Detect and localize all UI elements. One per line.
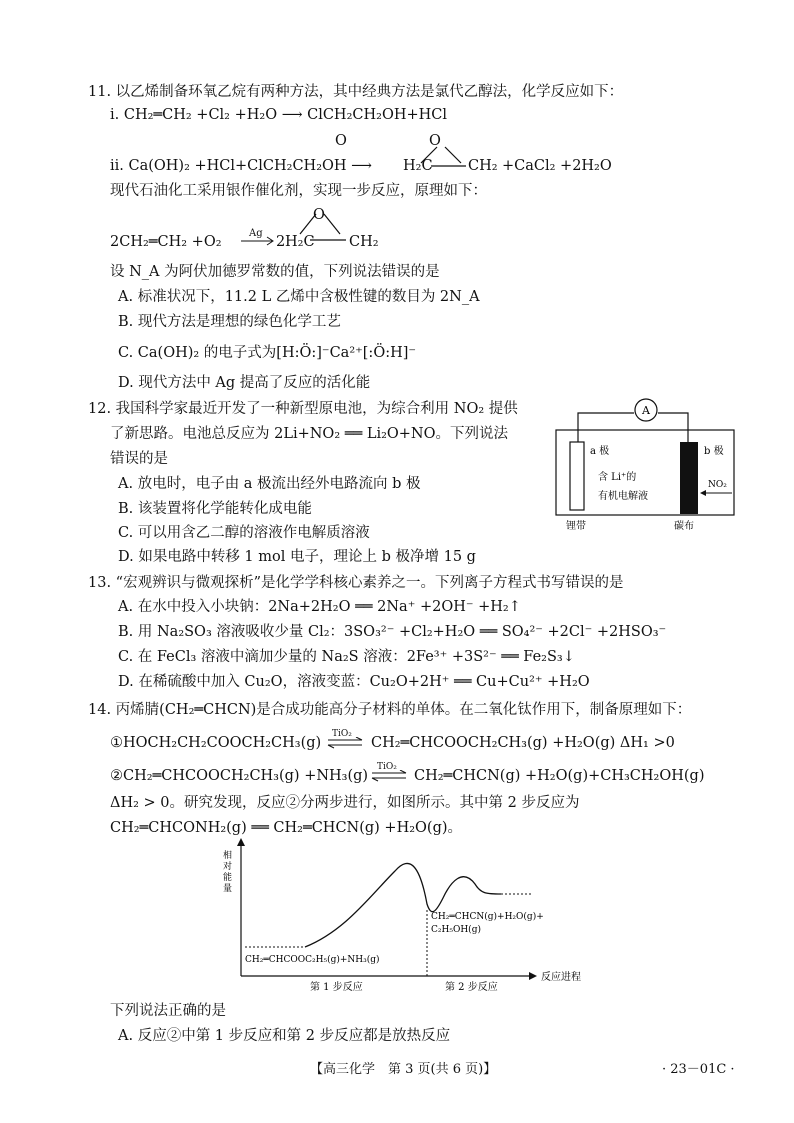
q12-stem-line3: 错误的是 bbox=[110, 451, 168, 467]
q11-epoxide-ring-lines bbox=[0, 0, 794, 300]
gas-label: NO₂ bbox=[708, 480, 727, 490]
page-footer: 【高三化学 第 3 页(共 6 页)】 bbox=[310, 1062, 497, 1077]
lithium-strip bbox=[570, 442, 584, 510]
reactant-label: CH₂═CHCOOC₂H₅(g)+NH₃(g) bbox=[245, 955, 380, 965]
q14-eq1-equilibrium-arrow-icon bbox=[326, 737, 366, 749]
q12-option-b: B. 该装置将化学能转化成电能 bbox=[118, 501, 312, 517]
electrolyte-line2: 有机电解液 bbox=[598, 491, 648, 502]
q14-stem: 14. 丙烯腈(CH₂═CHCN)是合成功能高分子材料的单体。在二氧化钛作用下，制备原理如下： bbox=[88, 702, 692, 718]
electrode-a-label: a 极 bbox=[590, 446, 610, 457]
y-label-char-4: 量 bbox=[223, 884, 233, 894]
q11-ring2-left: H₂C bbox=[285, 234, 315, 250]
y-label-char-3: 能 bbox=[223, 873, 233, 883]
q12-stem-line1: 12. 我国科学家最近开发了一种新型原电池，为综合利用 NO₂ 提供 bbox=[88, 401, 518, 417]
q14-equation-2-right: CH₂═CHCN(g) +H₂O(g)+CH₃CH₂OH(g) bbox=[414, 768, 705, 784]
q13-option-b: B. 用 Na₂SO₃ 溶液吸收少量 Cl₂：3SO₃²⁻ +Cl₂+H₂O ══ SO₄²⁻ +2Cl⁻ +2HSO₃⁻ bbox=[118, 624, 667, 640]
ammeter-label: A bbox=[642, 404, 650, 417]
q11-reaction-1: ⅰ. CH₂═CH₂ +Cl₂ +H₂O ⟶ ClCH₂CH₂OH+HCl bbox=[110, 107, 447, 123]
q11-option-d: D. 现代方法中 Ag 提高了反应的活化能 bbox=[118, 375, 371, 391]
carbon-cloth bbox=[680, 442, 698, 514]
q13-option-c: C. 在 FeCl₃ 溶液中滴加少量的 Na₂S 溶液：2Fe³⁺ +3S²⁻ ══ Fe₂S₃↓ bbox=[118, 649, 575, 665]
q11-stem: 11. 以乙烯制备环氧乙烷有两种方法，其中经典方法是氯代乙醇法，化学反应如下： bbox=[88, 84, 624, 100]
q11-r2-ring-oxygen: O bbox=[335, 133, 347, 149]
product-label-line2: C₂H₅OH(g) bbox=[431, 925, 481, 935]
x-axis-label: 反应进程 bbox=[541, 972, 581, 983]
q14-energy-diagram bbox=[205, 836, 610, 996]
q11-reaction-3-left: 2CH₂═CH₂ +O₂ bbox=[110, 234, 222, 250]
q11-option-b: B. 现代方法是理想的绿色化学工艺 bbox=[118, 314, 341, 330]
q14-eq2-catalyst: TiO₂ bbox=[377, 762, 397, 772]
q11-r3-coefficient: 2 bbox=[276, 234, 286, 250]
q11-ring1-left: H₂C bbox=[403, 158, 433, 174]
q13-stem: 13. “宏观辨识与微观探析”是化学学科核心素养之一。下列离子方程式书写错误的是 bbox=[88, 575, 624, 591]
q14-option-a: A. 反应②中第 1 步反应和第 2 步反应都是放热反应 bbox=[118, 1028, 451, 1044]
q14-eq2-equilibrium-arrow-icon bbox=[370, 770, 410, 782]
q12-option-a: A. 放电时，电子由 a 极流出经外电路流向 b 极 bbox=[118, 476, 421, 492]
q11-question: 设 N_A 为阿伏加德罗常数的值，下列说法错误的是 bbox=[110, 264, 440, 280]
q11-option-a: A. 标准状况下，11.2 L 乙烯中含极性键的数目为 2N_A bbox=[118, 289, 480, 305]
y-label-char-2: 对 bbox=[223, 862, 233, 872]
q11-reaction-2-left: ⅱ. Ca(OH)₂ +HCl+ClCH₂CH₂OH ⟶ bbox=[110, 158, 372, 174]
q13-option-a: A. 在水中投入小块钠：2Na+2H₂O ══ 2Na⁺ +2OH⁻ +H₂↑ bbox=[118, 599, 521, 615]
q11-reaction-2-right: +CaCl₂ +2H₂O bbox=[502, 158, 612, 174]
q11-ag-catalyst: Ag bbox=[249, 228, 263, 239]
q11-modern-intro: 现代石油化工采用银作催化剂，实现一步反应，原理如下： bbox=[110, 183, 487, 199]
carbon-label: 碳布 bbox=[674, 521, 694, 532]
q14-equation-1-right: CH₂═CHCOOCH₂CH₃(g) +H₂O(g) ΔH₁ >0 bbox=[371, 735, 675, 751]
x-axis-arrow-icon bbox=[529, 972, 537, 980]
y-axis-arrow-icon bbox=[237, 838, 245, 846]
q14-line3: ΔH₂ > 0。研究发现，反应②分两步进行，如图所示。其中第 2 步反应为 bbox=[110, 795, 580, 811]
q12-option-d: D. 如果电路中转移 1 mol 电子，理论上 b 极净增 15 g bbox=[118, 549, 476, 565]
gas-inlet-arrow-icon bbox=[700, 490, 706, 496]
q12-battery-figure bbox=[546, 395, 746, 535]
q14-equation-1-left: ①HOCH₂CH₂COOCH₂CH₃(g) bbox=[110, 735, 322, 751]
q11-option-c: C. Ca(OH)₂ 的电子式为[H:Ö:]⁻Ca²⁺[:Ö:H]⁻ bbox=[118, 345, 417, 361]
q14-line4: CH₂═CHCONH₂(g) ══ CH₂═CHCN(g) +H₂O(g)。 bbox=[110, 820, 463, 836]
q11-ring1-o: O bbox=[429, 133, 441, 149]
step2-label: 第 2 步反应 bbox=[445, 982, 498, 993]
product-label-line1: CH₂═CHCN(g)+H₂O(g)+ bbox=[431, 912, 544, 922]
electrolyte-line1: 含 Li⁺的 bbox=[598, 472, 637, 483]
q14-eq1-catalyst: TiO₂ bbox=[332, 729, 352, 739]
lithium-label: 锂带 bbox=[566, 521, 586, 532]
q14-ask: 下列说法正确的是 bbox=[110, 1003, 226, 1019]
q12-stem-line2: 了新思路。电池总反应为 2Li+NO₂ ══ Li₂O+NO。下列说法 bbox=[110, 426, 509, 442]
step1-label: 第 1 步反应 bbox=[310, 982, 363, 993]
electrode-b-label: b 极 bbox=[704, 446, 724, 457]
q14-equation-2-left: ②CH₂═CHCOOCH₂CH₃(g) +NH₃(g) bbox=[110, 768, 369, 784]
footer-code: · 23－01C · bbox=[662, 1062, 735, 1077]
q13-option-d: D. 在稀硫酸中加入 Cu₂O，溶液变蓝：Cu₂O+2H⁺ ══ Cu+Cu²⁺ +H₂O bbox=[118, 674, 590, 690]
y-label-char-1: 相 bbox=[223, 851, 233, 861]
q11-ring2-right: CH₂ bbox=[349, 234, 379, 250]
q11-ring2-o: O bbox=[313, 207, 325, 223]
q11-ring1-right: CH₂ bbox=[468, 158, 498, 174]
q12-option-c: C. 可以用含乙二醇的溶液作电解质溶液 bbox=[118, 525, 370, 541]
